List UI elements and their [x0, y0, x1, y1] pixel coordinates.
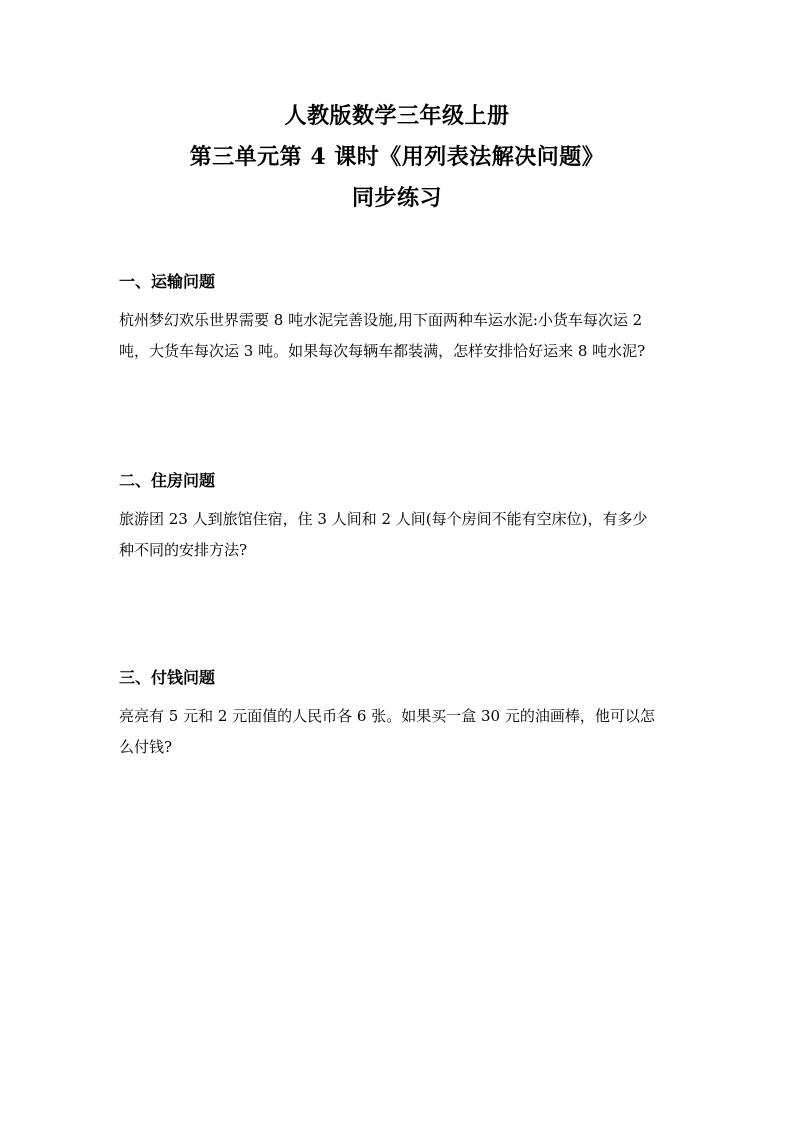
section-lodging-problem — [119, 470, 689, 566]
section-payment-problem — [119, 667, 689, 763]
question-line: 杭州梦幻欢乐世界需要 8 吨水泥完善设施,用下面两种车运水泥:小货车每次运 2 — [119, 311, 643, 329]
title-line-lesson: 第三单元第 4 课时《用列表法解决问题》 — [189, 144, 605, 170]
section-transport-problem — [119, 271, 689, 367]
section-heading: 三、付钱问题 — [119, 668, 216, 687]
section-heading: 一、运输问题 — [119, 272, 216, 291]
question-line: 旅游团 23 人到旅馆住宿，住 3 人间和 2 人间(每个房间不能有空床位)，有多少 — [119, 510, 648, 528]
section-heading: 二、住房问题 — [119, 471, 216, 490]
question-text — [119, 701, 689, 763]
worksheet-title — [0, 96, 794, 219]
question-text — [119, 504, 689, 566]
title-line-practice: 同步练习 — [351, 185, 442, 211]
question-text — [119, 305, 689, 367]
question-line: 亮亮有 5 元和 2 元面值的人民币各 6 张。如果买一盒 30 元的油画棒，他可以怎 — [119, 707, 655, 725]
title-line-grade: 人教版数学三年级上册 — [284, 103, 510, 129]
question-line: 么付钱? — [119, 738, 173, 756]
question-line: 吨，大货车每次运 3 吨。如果每次每辆车都装满，怎样安排恰好运来 8 吨水泥? — [119, 342, 646, 360]
question-line: 种不同的安排方法? — [119, 541, 248, 559]
